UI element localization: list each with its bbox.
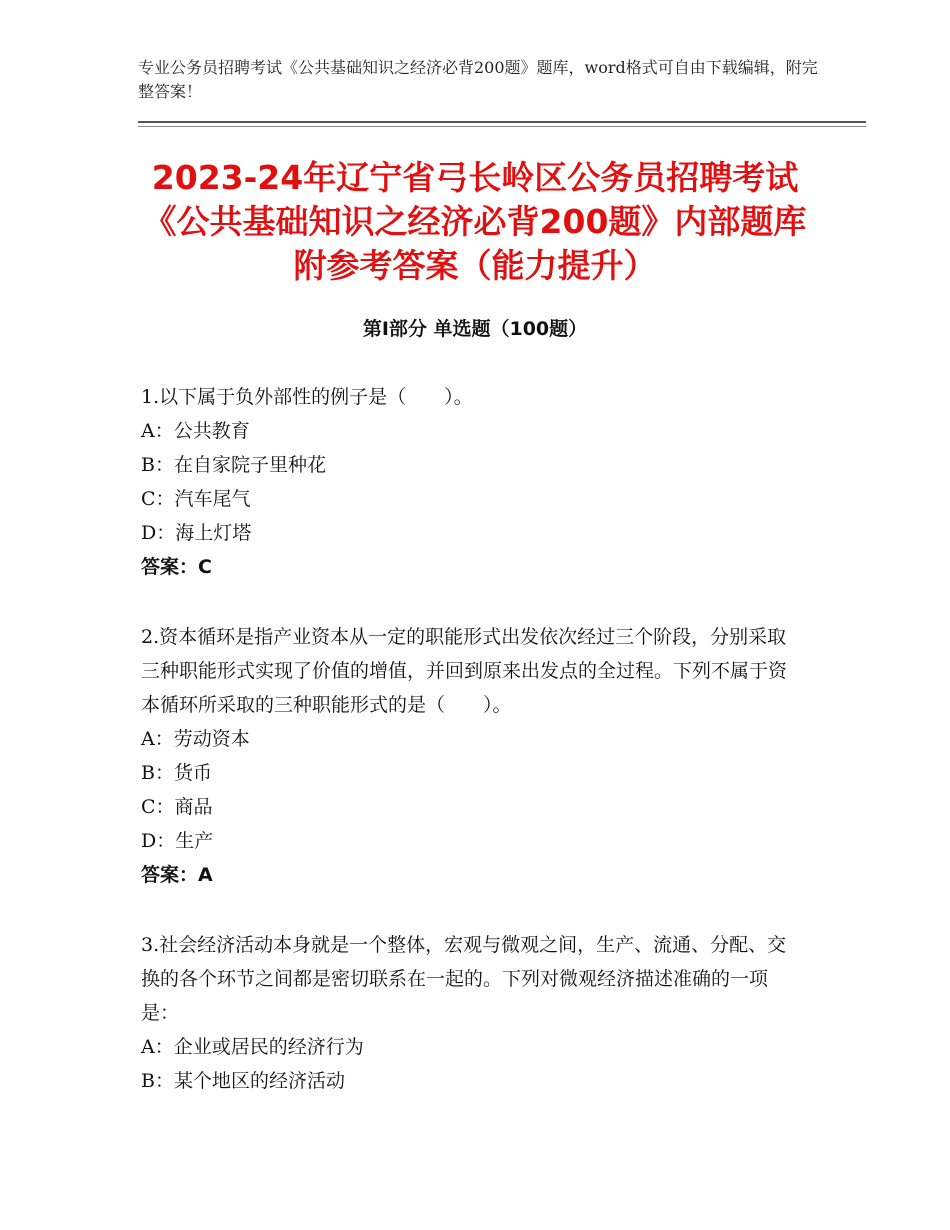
header-divider-thick xyxy=(138,121,866,123)
question-3-option-a: A：企业或居民的经济行为 xyxy=(141,1036,364,1058)
question-1-option-a: A：公共教育 xyxy=(141,420,250,442)
header-divider-thin xyxy=(138,126,866,127)
question-1-option-b: B：在自家院子里种花 xyxy=(141,454,326,476)
question-2-option-d: D：生产 xyxy=(141,830,214,852)
question-2-option-c: C：商品 xyxy=(141,796,213,818)
question-2-option-b: B：货币 xyxy=(141,762,212,784)
question-2-option-a: A：劳动资本 xyxy=(141,728,250,750)
question-1-option-c: C：汽车尾气 xyxy=(141,488,251,510)
document-title: 2023-24年辽宁省弓长岭区公务员招聘考试《公共基础知识之经济必背200题》内部题库附参考答案（能力提升） xyxy=(143,158,807,285)
question-2-answer: 答案：A xyxy=(141,864,213,886)
section-title: 第Ⅰ部分 单选题（100题） xyxy=(362,318,588,340)
question-1-answer: 答案：C xyxy=(141,556,212,578)
question-1-stem: 1.以下属于负外部性的例子是（ ）。 xyxy=(141,386,473,408)
header-note: 专业公务员招聘考试《公共基础知识之经济必背200题》题库，word格式可自由下载编辑，附完整答案！ xyxy=(138,58,818,101)
question-1-option-d: D：海上灯塔 xyxy=(141,522,252,544)
question-2-stem: 2.资本循环是指产业资本从一定的职能形式出发依次经过三个阶段，分别采取三种职能形式实现了价值的增值，并回到原来出发点的全过程。下列不属于资本循环所采取的三种职能形式的是（ ）。 xyxy=(141,626,788,716)
question-3-option-b: B：某个地区的经济活动 xyxy=(141,1070,345,1092)
question-3-stem: 3.社会经济活动本身就是一个整体，宏观与微观之间，生产、流通、分配、交换的各个环节之间都是密切联系在一起的。下列对微观经济描述准确的一项是： xyxy=(141,934,787,1024)
